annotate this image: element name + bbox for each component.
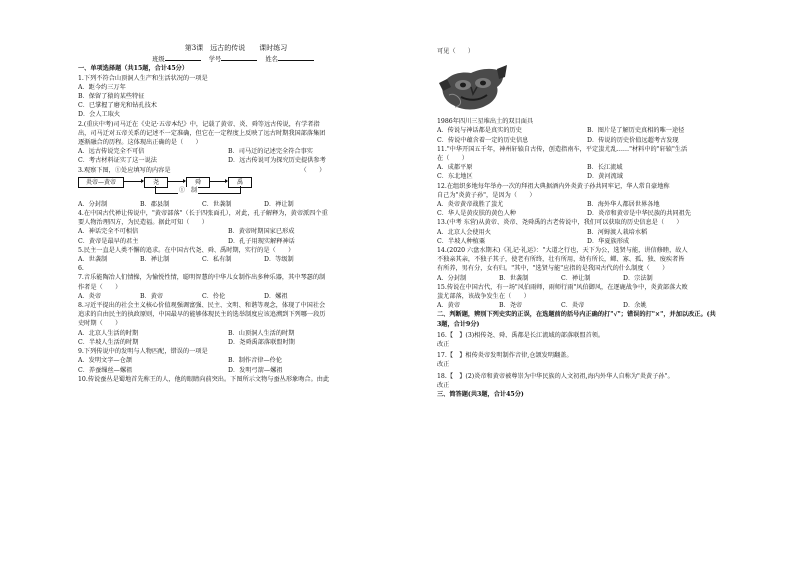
q17-fix-label: 改正 — [437, 361, 450, 369]
question-12-line-1: 12.在组织多地每年举办一次的拜祖大典据酒内外炎黄子孙共同牢记，华人常自豪地称 — [437, 182, 670, 190]
q9-options-row-2 — [78, 366, 394, 375]
q5-options — [78, 255, 394, 264]
q10-option-c: C．传说中蕴含着一定的历史信息 — [437, 136, 529, 144]
q2-option-c: C．考古材料证实了这一说法 — [78, 157, 157, 165]
right-column — [437, 47, 755, 399]
q4-options-row-1 — [78, 227, 394, 236]
diagram-bracket-label: ① 制 — [179, 186, 198, 194]
q14-option-d: D．宗法制 — [623, 274, 653, 282]
q2-option-b: B．司马迁的记述完全符合事实 — [228, 148, 313, 156]
q3-option-d: D．禅让制 — [264, 200, 294, 208]
q12-option-d: D．炎帝和黄帝是中华民族的共同祖先 — [587, 210, 691, 218]
q8-option-b: B．山顶洞人生活的时期 — [228, 329, 295, 337]
q10-options-row-1 — [437, 126, 755, 135]
q18-fix-label: 改正 — [437, 381, 450, 389]
id-blank[interactable] — [221, 54, 257, 61]
q4-option-a: A．神话完全不可相信 — [78, 228, 139, 236]
class-label: 班级 — [152, 56, 165, 64]
question-2-line-1: 2.(重庆中考)司马迁在《史记·五帝本纪》中，记载了黄帝、炎、舜等远古传说，有学者指 — [78, 120, 320, 128]
q12-options-row-1 — [437, 200, 755, 209]
q10-option-a: A．传说与神话都是真实的历史 — [437, 127, 522, 135]
question-2-line-3: 逐渐融合的历程。这体现出正确的是（ ） — [78, 139, 202, 147]
q10-option-d: D．传说的历史价值远超考古发现 — [587, 136, 679, 144]
question-10: 10.传说蚕丛是蜀地首先称王的人，他的眼睛向前突出。下图所示文物与蚕丛形象吻合。由此 — [78, 375, 330, 383]
q11-option-a: A．成都平原 — [437, 164, 473, 172]
sanxingdui-mask-image — [437, 61, 509, 113]
question-11-line-1: 11."中华开国五千年，神州轩辕自古传，创造指南车，平定蚩尤乱……"材料中的"轩辕"生活 — [437, 145, 688, 153]
question-5: 5.民主一直是人类不懈的追求。在中国古代尧、舜、禹时期，实行的是（ ） — [78, 246, 295, 254]
q12-option-b: B．海外华人都居世界各地 — [587, 201, 660, 209]
section-3-heading: 三、简答题(共3题，合计45分) — [437, 391, 524, 399]
q7-option-c: C．伶伦 — [202, 292, 226, 300]
left-column — [78, 44, 394, 384]
question-8-line-1: 8.习近平提出的社会主义核心价值观强调富强、民主、文明、和谐等观念，体现了中国社会 — [78, 302, 326, 310]
q7-option-b: B．黄帝 — [140, 292, 164, 300]
mask-caption: 1986年四川三星堆出土的双目面具 — [437, 118, 534, 126]
q14-options — [437, 274, 755, 283]
q9-option-c: C．养蚕缫丝—嫘祖 — [78, 366, 133, 374]
diagram-arrow-3 — [209, 181, 227, 182]
diagram-arrow-2 — [167, 181, 185, 182]
question-4-line-2: 要人物治理四方，为民造福。据此可知（ ） — [78, 219, 208, 227]
diagram-box-yu: 禹 — [228, 177, 252, 188]
q2-option-a: A．远古传说完全不可信 — [78, 148, 145, 156]
question-9: 9.下列传说中的发明与人物匹配，错误的一项是 — [78, 348, 208, 356]
name-blank[interactable] — [278, 54, 314, 61]
q3-option-b: B．郡县制 — [140, 200, 170, 208]
question-14-line-1: 14.(2020 六盘水期末)《礼记·礼运》："大道之行也，天下为公，选贤与能，讲信修睦，故人 — [437, 247, 688, 255]
question-18: 18.【 】(2)炎帝和黄帝被尊崇为中华民族的人文初祖,海内外华人自称为"炎黄子孙"。 — [437, 372, 674, 380]
q4-option-c: C．黄帝是最早的君主 — [78, 237, 139, 245]
question-4-line-1: 4.在中国古代禅让传说中，"黄帝部落"（长于四张面孔），对此，孔子解释为，黄帝派四个重 — [78, 210, 328, 218]
q9-option-d: D．发明弓箭—嫘祖 — [228, 366, 283, 374]
id-label: 学号 — [208, 56, 222, 64]
q3-paren: （ ） — [300, 166, 326, 174]
question-12-line-2: 自己为"炎黄子孙"，是因为（ ） — [437, 191, 536, 199]
q11-option-c: C．东北地区 — [437, 173, 473, 181]
q15-option-c: C．炎帝 — [561, 302, 585, 310]
question-7-line-2: 作者是（ ） — [78, 283, 122, 291]
q11-option-d: D．黄河流域 — [587, 173, 623, 181]
question-14-line-3: 有所养，男有分，女有归。"其中，"选贤与能"应指的是我国古代的什么制度（ ） — [437, 265, 669, 273]
q3-option-c: C．世袭制 — [202, 200, 232, 208]
q2-option-d: D．远古传说可为探究历史提供参考 — [228, 157, 326, 165]
q8-option-d: D．尧舜禹部落联盟时期 — [228, 338, 295, 346]
question-15-line-1: 15.传说在中国古代，有一场"风伯雨师，雨师行雨"风伯御风，在逐鹿战争中，炎黄部落大败 — [437, 283, 688, 291]
name-label: 姓名 — [265, 56, 278, 64]
q1-option-c: C．已掌握了磨光和钻孔技术 — [78, 102, 157, 110]
class-blank[interactable] — [165, 54, 201, 61]
question-16: 16.【 】(3)相传尧、舜、禹都是长江流域的部落联盟首领。 — [437, 331, 605, 339]
question-13: 13.(中考 东营)从黄帝、炎帝、尧舜禹的古老传说中，我们可以获取的历史信息是（ ） — [437, 219, 683, 227]
question-2-line-2: 出，司马迁对五帝关系的记述不一定准确，但它在一定程度上反映了远古时期我国部落集团 — [78, 129, 326, 137]
q4-option-b: B．黄帝时期国家已形成 — [228, 228, 295, 236]
section-2-heading-line-2: 3题，合计9分) — [437, 320, 480, 328]
diagram-box-yao: 尧 — [144, 177, 168, 188]
q15-option-d: D．余姚 — [623, 302, 647, 310]
q8-option-c: C．半坡人生活的时期 — [78, 338, 139, 346]
q2-options-row-2 — [78, 156, 394, 165]
diagram-box-shun: 舜 — [186, 177, 210, 188]
question-11-line-2: 在（ ） — [437, 155, 468, 163]
q5-option-c: C．私有制 — [202, 256, 232, 264]
q8-option-a: A．北京人生活的时期 — [78, 329, 139, 337]
q5-option-a: A．世袭制 — [78, 256, 108, 264]
question-17: 17.【 】相传炎帝发明制作音律,仓颉发明翻盖。 — [437, 352, 573, 360]
q8-options-row-1 — [78, 329, 394, 338]
q13-option-c: C．半坡人种植粟 — [437, 237, 486, 245]
q7-options — [78, 292, 394, 301]
q8-options-row-2 — [78, 338, 394, 347]
question-1: 1.下列不符合山顶洞人生产和生活状况的一项是 — [78, 74, 208, 82]
q11-option-b: B．长江流域 — [587, 164, 623, 172]
question-3 — [78, 166, 394, 175]
q9-options-row-1 — [78, 356, 394, 365]
question-14-line-2: 不独亲其亲，不独子其子，使老有所终，壮有所用，幼有所长，鳏、寡、孤、独、废疾者皆 — [437, 256, 685, 264]
student-info-row — [78, 54, 394, 64]
q4-options-row-2 — [78, 237, 394, 246]
q4-option-d: D．孔子用现实解释神话 — [228, 237, 295, 245]
q9-option-b: B．制作音律—伶伦 — [228, 357, 283, 365]
q7-option-a: A．炎帝 — [78, 292, 102, 300]
page-title: 第3课 远古的传说 课时练习 — [184, 44, 288, 52]
q3-stem: 3.观察下图，①处应填写的内容是 — [78, 166, 171, 174]
q12-options-row-2 — [437, 209, 755, 218]
diagram-box-yan-huang: 炎帝—黄帝 — [78, 177, 124, 188]
q13-option-b: B．河姆渡人栽培水稻 — [587, 228, 648, 236]
q13-option-a: A．北京人会使用火 — [437, 228, 491, 236]
q7-option-d: D．嫘祖 — [264, 292, 288, 300]
q9-option-a: A．发明文字—仓颉 — [78, 357, 132, 365]
question-15-line-2: 蚩尤部落，该战争发生在（ ） — [437, 293, 530, 301]
q10-option-b: B．图片是了解历史真相的唯一途径 — [587, 127, 685, 135]
q2-options-row-1 — [78, 147, 394, 156]
q15-option-b: B．尧帝 — [499, 302, 523, 310]
section-1-heading: 一、单项选择题（共15题，合计45分） — [78, 65, 189, 73]
q12-option-c: C．华人是黄皮肤的黄色人种 — [437, 210, 516, 218]
q10-options-row-2 — [437, 136, 755, 145]
question-8-line-2: 追求的自由民主的执政原则，中国最早的能够体现民主的选举制度应该追溯到下列哪一段历 — [78, 311, 326, 319]
q14-option-c: C．禅让制 — [561, 274, 591, 282]
q12-option-a: A．炎帝黄帝战胜了蚩尤 — [437, 201, 504, 209]
q13-option-d: D．华夏族形成 — [587, 237, 630, 245]
q1-option-d: D．会人工取火 — [78, 111, 121, 119]
diagram-arrow-1 — [123, 181, 143, 182]
q5-option-d: D．等级制 — [264, 256, 294, 264]
q14-option-a: A．分封制 — [437, 274, 467, 282]
q3-options — [78, 200, 394, 209]
q1-option-b: B．保留了猿的某些特征 — [78, 93, 145, 101]
q15-option-a: A．黄帝 — [437, 302, 461, 310]
q13-options-row-2 — [437, 237, 755, 246]
q11-options-row-2 — [437, 172, 755, 181]
q15-options — [437, 301, 755, 310]
question-8-line-3: 史时期（ ） — [78, 320, 122, 328]
q3-option-a: A．分封制 — [78, 200, 108, 208]
q1-option-a: A．距今约三万年 — [78, 83, 126, 91]
question-7-line-1: 7.音乐能陶冶人们情操，为愉悦性情，聪明智慧的中华儿女制作出多种乐器，其中琴瑟的制 — [78, 274, 326, 282]
section-2-heading-line-1: 二、判断题，辨别下列史实的正误，在选题前的括号内正确的打"√"；错误的打"×"，并加以改正。(共 — [437, 311, 716, 319]
q11-options-row-1 — [437, 163, 755, 172]
q13-options-row-1 — [437, 228, 755, 237]
q14-option-b: B．世袭制 — [499, 274, 529, 282]
q10-continuation: 可见（ ） — [437, 48, 475, 55]
q5-option-b: B．禅让制 — [140, 256, 170, 264]
question-6: 6. — [78, 265, 84, 273]
q16-fix-label: 改正 — [437, 341, 450, 349]
succession-diagram — [78, 176, 394, 198]
